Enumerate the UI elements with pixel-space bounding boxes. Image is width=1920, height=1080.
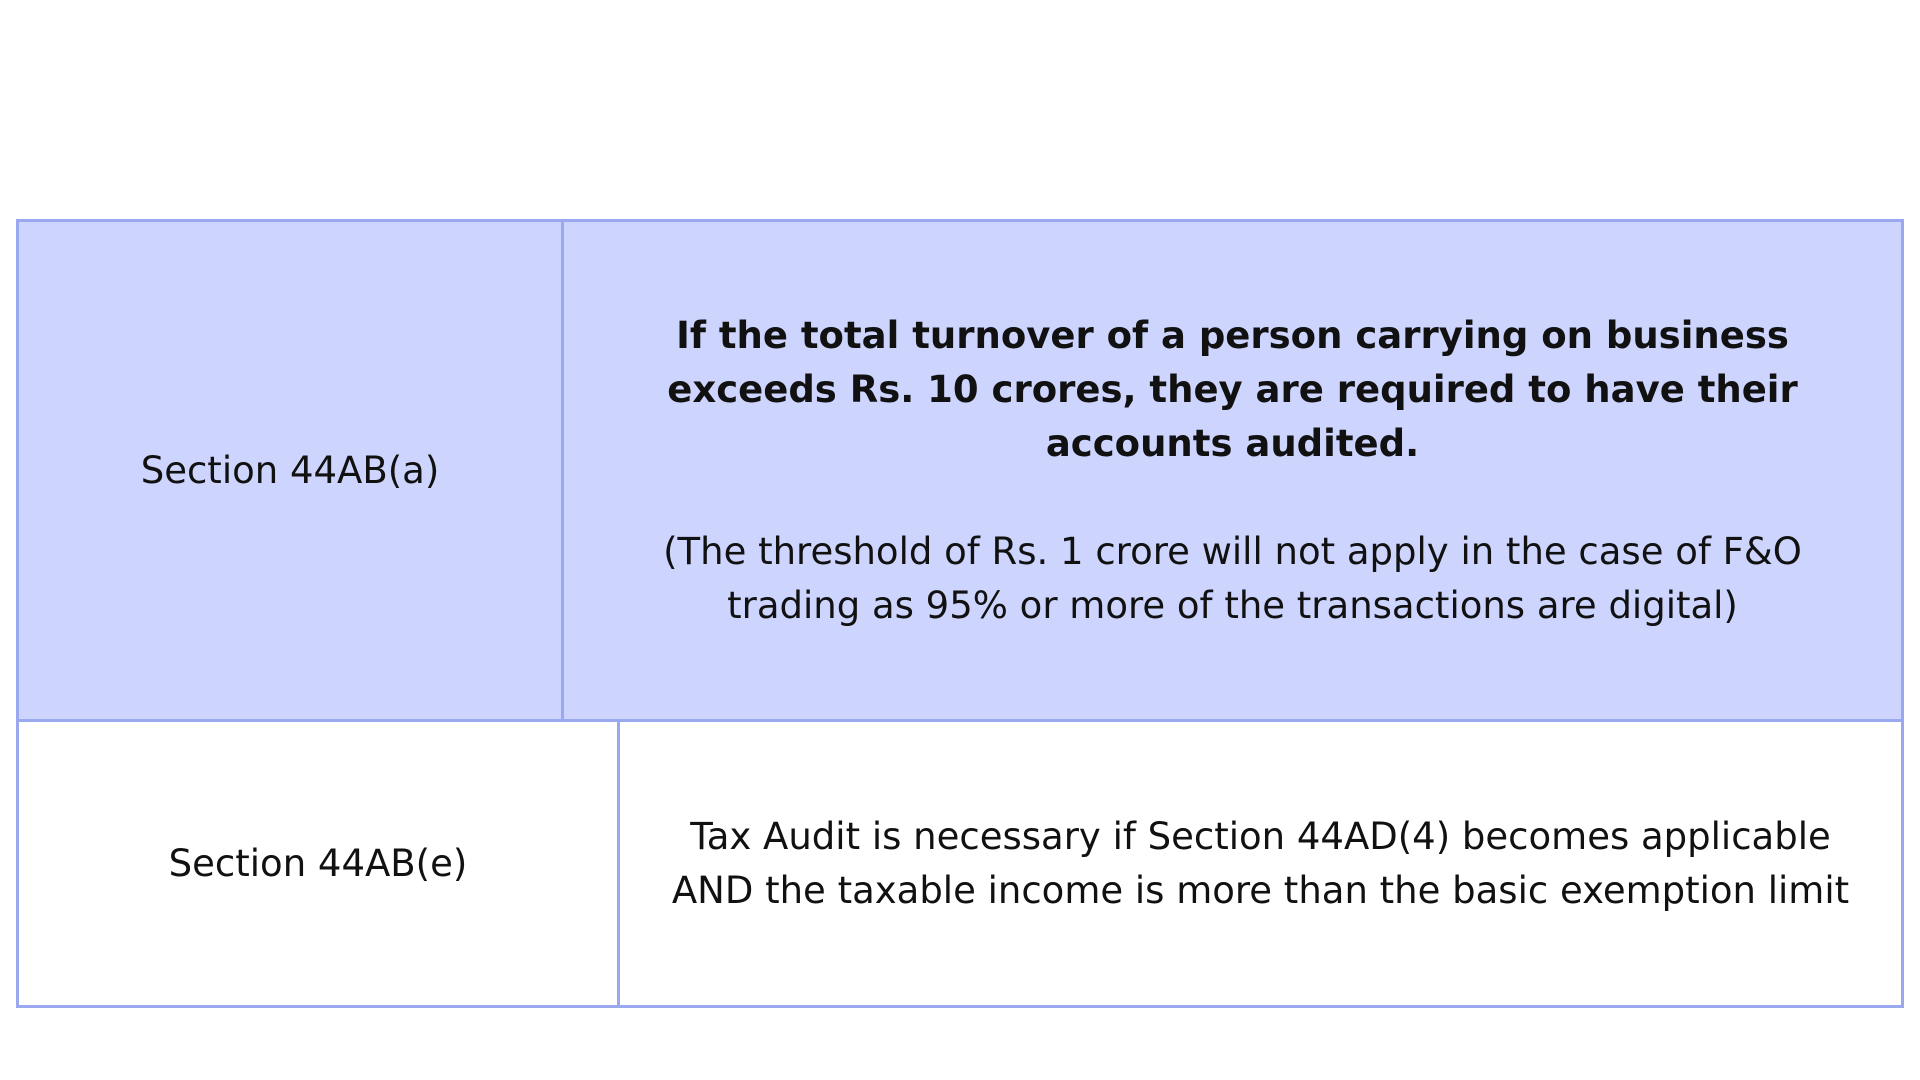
rule-cell — [620, 722, 1901, 1005]
rule-text: If the total turnover of a person carrying on business exceeds Rs. 10 crores, they are required to have their accounts audited. — [667, 313, 1798, 465]
table-row — [19, 222, 1901, 722]
section-cell — [19, 222, 564, 719]
tax-audit-table — [16, 219, 1904, 1008]
section-cell — [19, 722, 620, 1005]
rule-note: (The threshold of Rs. 1 crore will not apply in the case of F&O trading as 95% or more of the transactions are digital) — [663, 529, 1802, 627]
section-label: Section 44AB(a) — [140, 448, 440, 492]
table-row — [19, 722, 1901, 1005]
rule-text: Tax Audit is necessary if Section 44AD(4) becomes applicable AND the taxable income is more than the basic exemption limit — [671, 814, 1850, 912]
rule-cell — [564, 222, 1901, 719]
section-label: Section 44AB(e) — [168, 841, 468, 885]
